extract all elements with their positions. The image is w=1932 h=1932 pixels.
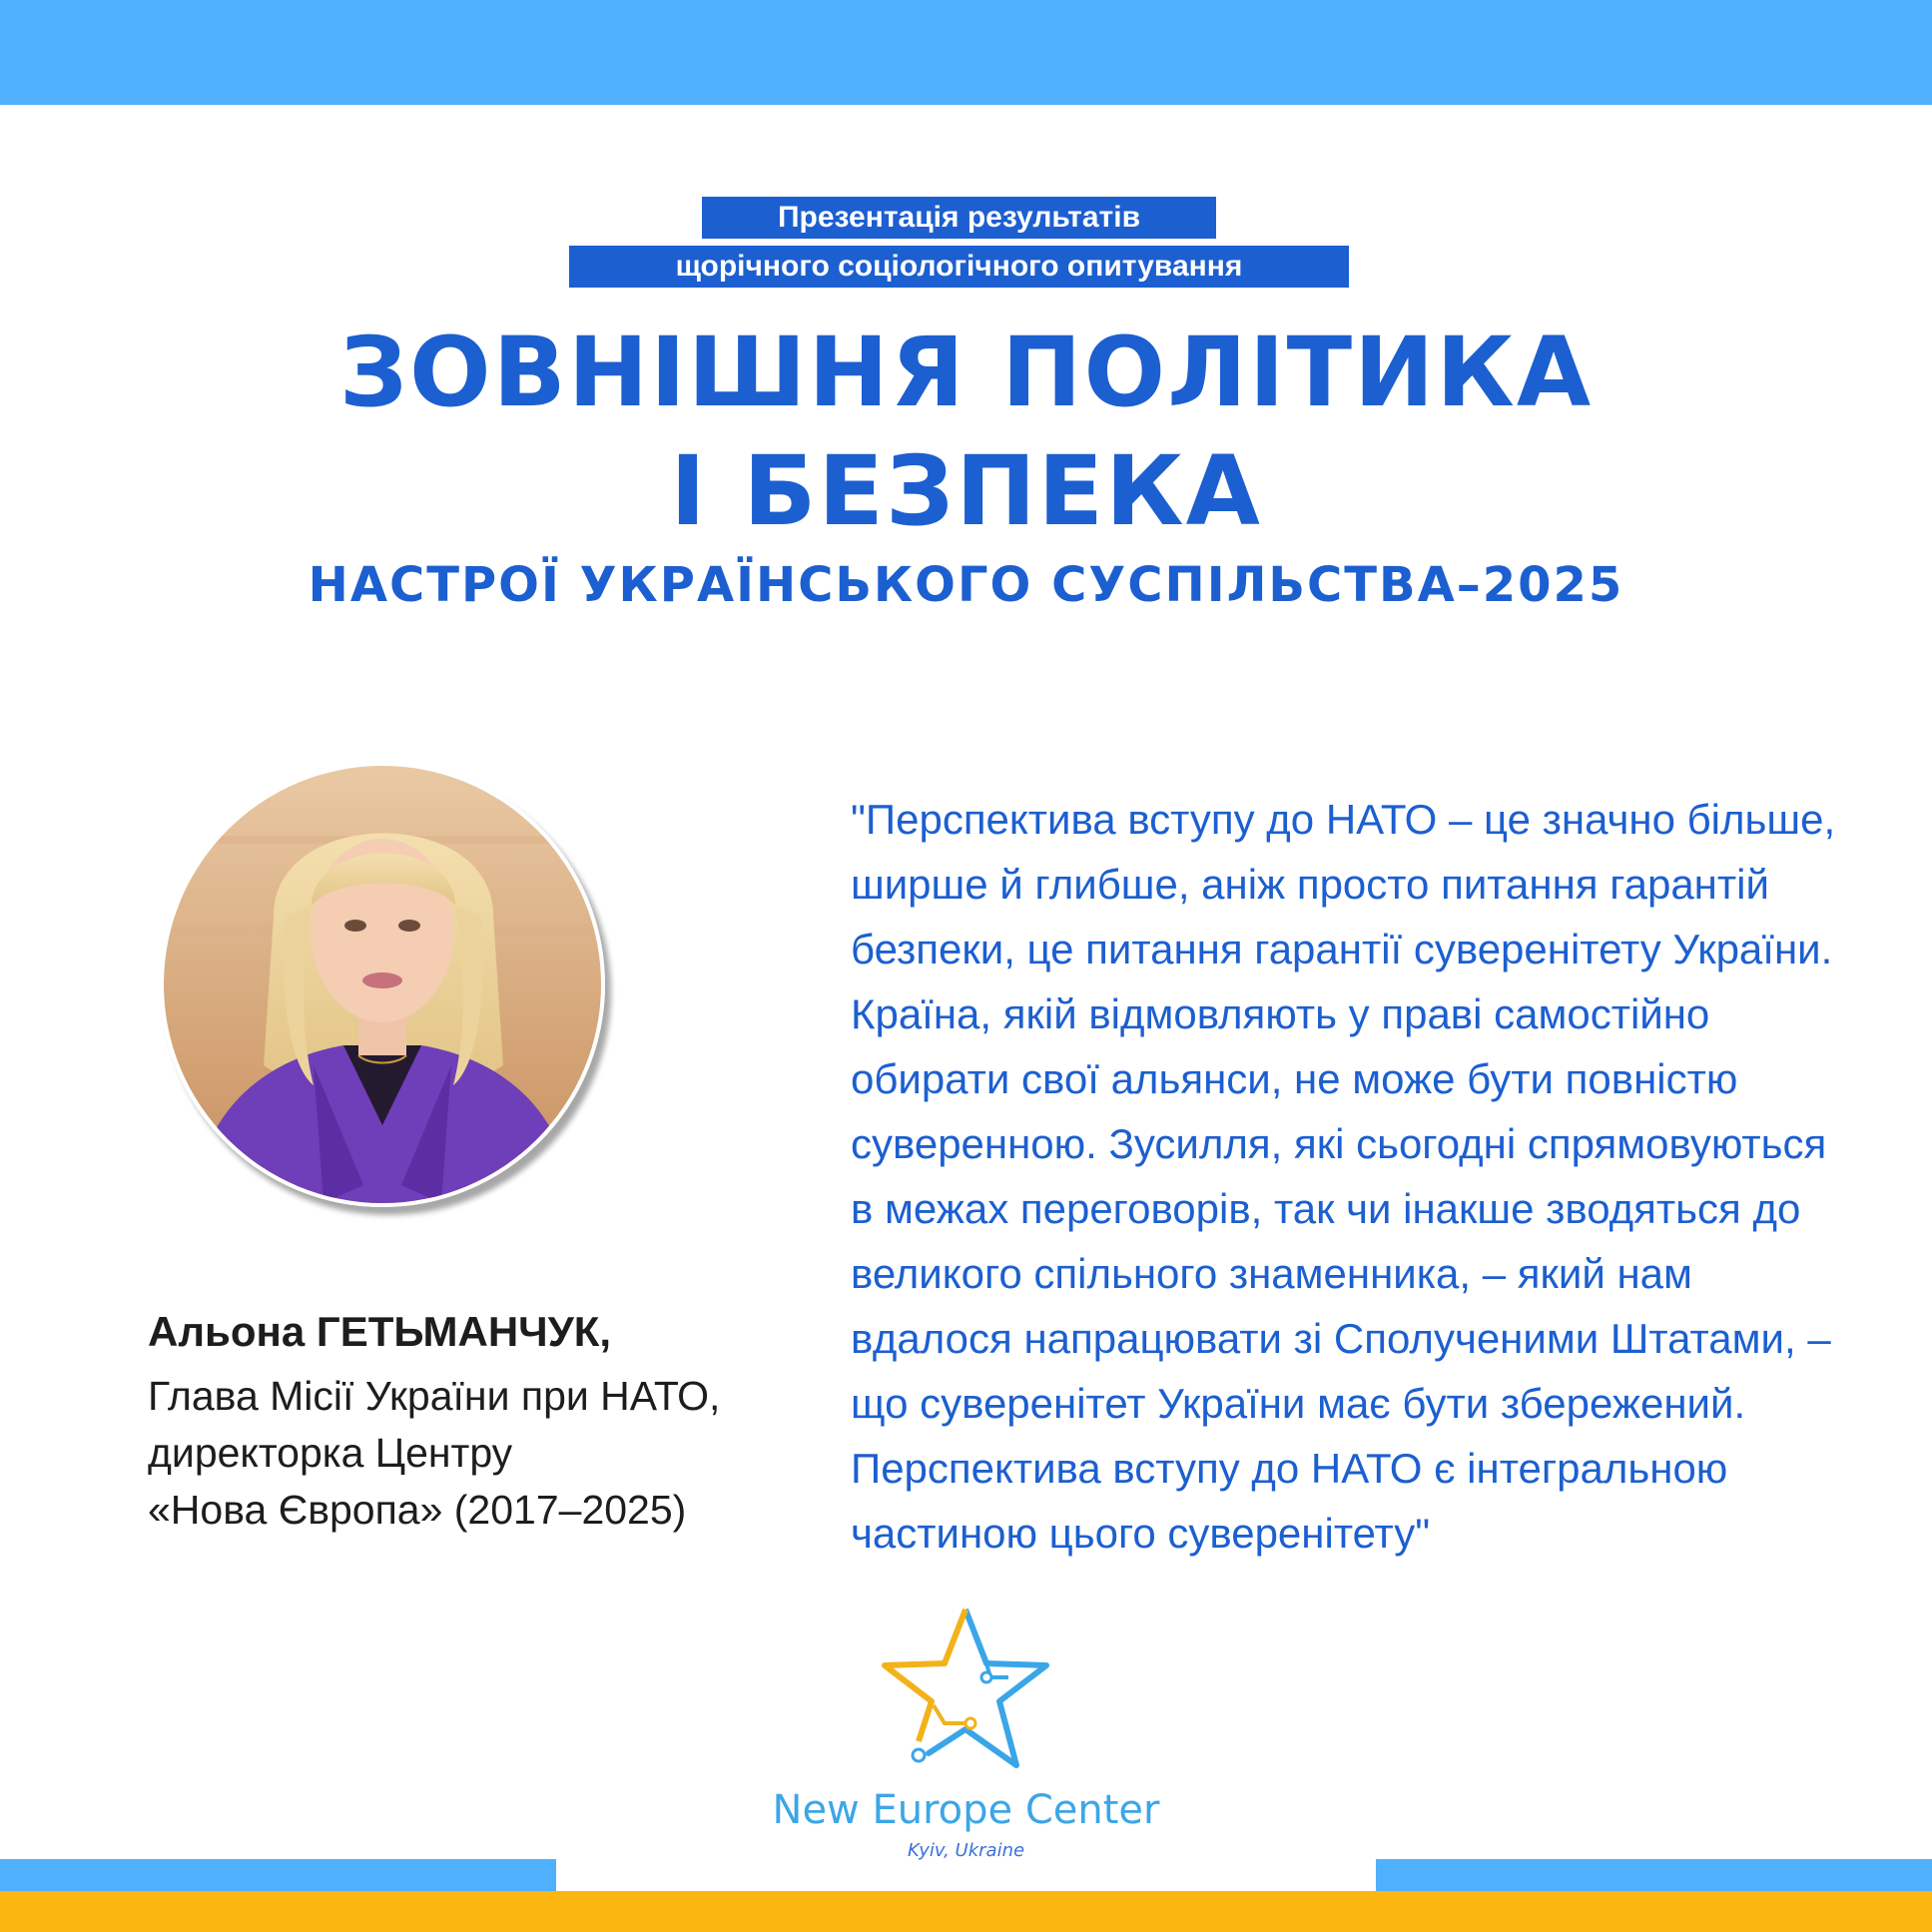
speaker-name: Альона ГЕТЬМАНЧУК,	[148, 1308, 612, 1355]
quote-line: безпеки, це питання гарантії суверенітету України.	[851, 926, 1833, 972]
event-tag-line-2: щорічного соціологічного опитування	[569, 246, 1349, 288]
quote-line: частиною цього суверенітету"	[851, 1510, 1431, 1557]
quote-line: що суверенітет України має бути збережений.	[851, 1380, 1746, 1427]
quote-line: Перспектива вступу до НАТО є інтегральною	[851, 1445, 1728, 1492]
speaker-role-line: Глава Місії України при НАТО,	[148, 1373, 721, 1419]
footer-bar-right	[1376, 1859, 1932, 1891]
speaker-role	[148, 1368, 720, 1539]
quote-text	[851, 787, 1849, 1566]
headline-line-2: І БЕЗПЕКА	[670, 435, 1262, 547]
quote-line: ширше й глибше, аніж просто питання гарантій	[851, 861, 1769, 908]
quote-line: вдалося напрацювати зі Сполученими Штатами, –	[851, 1315, 1831, 1362]
quote-line: в межах переговорів, так чи інакше зводяться до	[851, 1185, 1801, 1232]
footer-bar-left	[0, 1859, 556, 1891]
top-banner-bar	[0, 0, 1932, 105]
quote-line: великого спільного знаменника, – який нам	[851, 1250, 1692, 1297]
logo-wordmark: New Europe Center	[772, 1787, 1160, 1833]
quote-line: Країна, якій відмовляють у праві самостійно	[851, 990, 1710, 1037]
headline-line-1: ЗОВНІШНЯ ПОЛІТИКА	[338, 317, 1594, 428]
speaker-role-line: директорка Центру	[148, 1430, 513, 1476]
footer-bar-yellow	[0, 1891, 1932, 1932]
logo-location: Kyiv, Ukraine	[907, 1840, 1025, 1861]
subheadline: НАСТРОЇ УКРАЇНСЬКОГО СУСПІЛЬСТВА–2025	[308, 557, 1624, 613]
event-tag-line-1: Презентація результатів	[702, 197, 1216, 239]
quote-line: "Перспектива вступу до НАТО – це значно більше,	[851, 796, 1836, 843]
quote-line: суверенною. Зусилля, які сьогодні спрямовуються	[851, 1120, 1827, 1167]
speaker-role-line: «Нова Європа» (2017–2025)	[148, 1487, 687, 1533]
star-icon	[879, 1606, 1053, 1775]
quote-line: обирати свої альянси, не може бути повністю	[851, 1055, 1738, 1102]
speaker-portrait	[160, 762, 605, 1207]
